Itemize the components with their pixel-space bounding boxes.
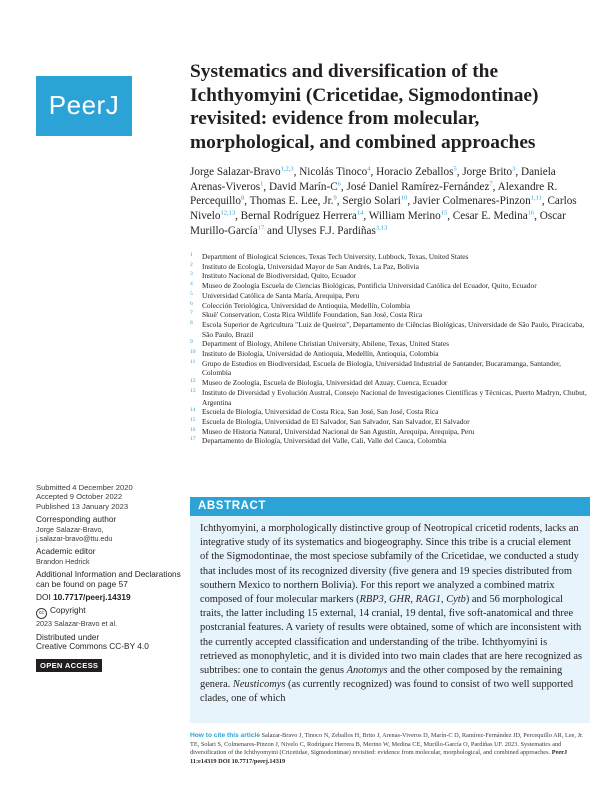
abstract-text-run: and the other composed by the remaining genera. xyxy=(200,665,563,691)
citation-journal[interactable]: PeerJ 11:e14319 DOI 10.7717/peerj.14319 xyxy=(190,749,568,765)
affiliation-text: Colección Teriológica, Universidad de Antioquia, Medellín, Colombia xyxy=(202,300,411,310)
affiliation-item xyxy=(190,349,590,359)
abstract-text-run: (as currently recognized) was found to consist of two well supported clades, one of which xyxy=(200,679,574,705)
author-affiliation-sup: 1 xyxy=(260,179,264,187)
affiliation-text: Museo de Historia Natural, Universidad Nacional de San Agustín, Arequipa, Arequipa, Peru xyxy=(202,426,475,436)
author-name: Daniela Arenas-Viveros xyxy=(190,166,556,193)
affiliation-text: Universidad Católica de Santa María, Arequipa, Peru xyxy=(202,290,360,300)
author-affiliation-sup: 14 xyxy=(356,209,364,217)
affiliation-number: 16 xyxy=(190,426,196,433)
affiliation-number: 12 xyxy=(190,378,196,385)
copyright-cc-icon: cc xyxy=(36,608,47,619)
affiliation-list xyxy=(190,252,590,446)
affiliation-number: 11 xyxy=(190,358,196,365)
affiliation-item xyxy=(190,301,590,311)
author-name: William Merino xyxy=(368,210,441,223)
affiliation-text: Instituto de Ecología, Universidad Mayor de San Andrés, La Paz, Bolivia xyxy=(202,261,419,271)
author-name: Jorge Salazar-Bravo xyxy=(190,166,281,178)
abstract-italic-term: Cytb xyxy=(446,594,466,606)
corresponding-author-block xyxy=(36,515,186,543)
affiliation-item xyxy=(190,320,590,339)
affiliation-text: Museo de Zoología, Escuela de Biología, Universidad del Azuay, Cuenca, Ecuador xyxy=(202,378,448,388)
affiliation-text: Grupo de Estudios en Biodiversidad, Escuela de Biología, Universidad Industrial de Santander, Bucaramanga, Santander, Colombia xyxy=(202,358,561,378)
abstract-italic-term: GHR xyxy=(389,594,411,606)
affiliation-number: 3 xyxy=(190,271,193,278)
author-affiliation-sup: 8 xyxy=(240,194,245,202)
academic-editor-label: Academic editor xyxy=(36,546,96,557)
author-affiliation-sup: 17 xyxy=(257,224,265,232)
author-affiliation-sup: 16 xyxy=(527,209,535,217)
author-affiliation-sup: 7 xyxy=(489,179,493,187)
copyright-block xyxy=(36,606,186,628)
affiliation-text: Escuela de Biología, Universidad de El Salvador, San Salvador, San Salvador, El Salvador xyxy=(202,416,470,426)
affiliation-text: Skuë' Conservation, Costa Rica Wildlife Foundation, San José, Costa Rica xyxy=(202,310,423,320)
author-name: Bernal Rodríguez Herrera xyxy=(240,210,357,223)
author-name: Thomas E. Lee, Jr. xyxy=(249,195,334,208)
affiliation-text: Escuela de Biología, Universidad de Costa Rica, San José, San José, Costa Rica xyxy=(202,407,439,417)
license-block xyxy=(36,633,186,652)
author-name: Javier Colmenares-Pinzon xyxy=(412,195,531,208)
author-affiliation-sup: 6 xyxy=(337,179,341,187)
affiliation-number: 7 xyxy=(190,310,193,317)
affiliation-item xyxy=(190,388,590,407)
abstract-italic-term: RBP3 xyxy=(359,594,384,606)
author-list: Jorge Salazar-Bravo$^{1,2,3}$, Nicolás Tinoco$^4$, Horacio Zeballos$^5$, Jorge Brito$^3$, Daniela Arenas-Viveros$^1$, David Marín-$C^6$, José Daniel Ramírez-Fernández$^7$, Alexandre R. Percequillo$^8$, Thomas E. Lee, Jr.$^9$, Sergio Solari$^{10}$, Javier Colmenares-Pinzon$^{1,11}$, Carlos Nivelo$^{12,13}$, Bernal Rodríguez Herrera$^{14}$, William Merino$^{15}$, Cesar E. Medina$^{16}$, Oscar Murillo-García$^{17}$ and Ulyses F.J. Pardiñas$^{3,13}$ xyxy=(190,165,577,237)
doi-link[interactable]: 10.7717/peerj.14319 xyxy=(53,592,131,603)
affiliation-number: 9 xyxy=(190,339,193,346)
author-affiliation-sup: 9 xyxy=(333,194,337,202)
abstract-text-run: Ichthyomyini, a morphologically distinctive group of Neotropical cricetid rodents, lacks an integrative study of its systematics and biogeography. Since this tribe is a crucial element of the Sigmodontinae, the most speciose subfamily of the Cricetidae, we conducted a study that includes most of its recognized diversity (five genera and 19 species distributed from southern Mexico to northern Bolivia). For this report we analyzed a combined matrix composed of four molecular markers ( xyxy=(200,523,579,606)
affiliation-text: Museo de Zoología Escuela de Ciencias Biológicas, Pontificia Universidad Católica del Ecuador, Quito, Ecuador xyxy=(202,281,537,291)
corresponding-author-email[interactable]: j.salazar-bravo@ttu.edu xyxy=(36,534,113,544)
author-affiliation-sup: 5 xyxy=(453,165,457,173)
distributed-label: Distributed under xyxy=(36,631,100,642)
author-name: Carlos Nivelo xyxy=(190,195,577,223)
affiliation-number: 2 xyxy=(190,261,193,268)
affiliation-item xyxy=(190,281,590,291)
affiliation-number: 1 xyxy=(190,252,193,258)
affiliation-number: 5 xyxy=(190,290,193,297)
affiliation-text: Instituto de Biología, Universidad de Antioquia, Medellín, Antioquia, Colombia xyxy=(202,349,439,359)
affiliation-item xyxy=(190,436,590,446)
affiliation-number: 17 xyxy=(190,436,196,443)
author-name: Cesar E. Medina xyxy=(452,210,528,223)
affiliation-item xyxy=(190,427,590,437)
affiliation-text: Departamento de Biología, Universidad del Valle, Cali, Valle del Cauca, Colombia xyxy=(202,436,447,446)
copyright-holder: 2023 Salazar-Bravo et al. xyxy=(36,619,118,629)
author-affiliation-sup: 10 xyxy=(400,194,408,202)
additional-info[interactable]: Additional Information and Declarations can be found on page 57 xyxy=(36,569,181,589)
abstract-text-run: , xyxy=(410,594,416,606)
author-name: Horacio Zeballos xyxy=(376,166,454,178)
author-name: Oscar Murillo-García xyxy=(190,210,566,237)
author-affiliation-sup: 12,13 xyxy=(220,209,236,217)
corresponding-author-name: Jorge Salazar-Bravo, xyxy=(36,524,104,534)
academic-editor-name: Brandon Hedrick xyxy=(36,556,90,566)
affiliation-text: Department of Biological Sciences, Texas Tech University, Lubbock, Texas, United States xyxy=(202,252,469,261)
affiliation-text: Escola Superior de Agricultura "Luiz de Queiroz", Departamento de Ciências Biológicas, Universidade de São Paulo, Piracicaba, São Paulo, Brazil xyxy=(202,319,585,339)
article-title: Systematics and diversification of the Ichthyomyini (Cricetidae, Sigmodontinae) revisited: evidence from molecular, morphological, and combined approaches xyxy=(190,61,539,153)
author-affiliation-sup: 1,2,3 xyxy=(280,165,294,173)
abstract-italic-term: Anotomys xyxy=(346,665,388,677)
author-affiliation-sup: 15 xyxy=(440,209,448,217)
affiliation-text: Instituto Nacional de Biodiversidad, Quito, Ecuador xyxy=(202,271,357,281)
doi-prefix: DOI xyxy=(36,592,54,603)
citation-text: Salazar-Bravo J, Tinoco N, Zeballos H, Brito J, Arenas-Viveros D, Marín-C D, Ramírez-Fernández JD, Percequillo AR, Lee, Jr. TE, Solari S, Colmenares-Pinzon J, Nivelo C, Rodríguez Herrera B, Merino W, Medina CE, Murillo-García O, Pardiñas UF. 2023. Systematics and diversification of the Ichthyomyini (Cricetidae, Sigmodontinae) revisited: evidence from molecular, morphological, and combined approaches. xyxy=(190,732,584,756)
affiliation-item xyxy=(190,271,590,281)
citation-label: How to cite this article xyxy=(190,732,260,739)
affiliation-item xyxy=(190,291,590,301)
dates-block xyxy=(36,483,186,511)
peerj-logo xyxy=(36,76,132,136)
affiliation-item xyxy=(190,310,590,320)
affiliation-text: Instituto de Diversidad y Evolución Austral, Consejo Nacional de Investigaciones Científicas y Técnicas, Puerto Madryn, Chubut, Argentina xyxy=(202,387,587,407)
submitted-date: Submitted 4 December 2020 xyxy=(36,483,133,492)
abstract-text-run: , xyxy=(383,594,390,606)
author-affiliation-sup: 1,11 xyxy=(530,194,542,202)
affiliation-item xyxy=(190,262,590,272)
accepted-date: Accepted 9 October 2022 xyxy=(36,492,123,502)
affiliation-item xyxy=(190,417,590,427)
article-sidebar xyxy=(36,483,186,672)
abstract-box xyxy=(190,497,590,723)
license-link[interactable]: Creative Commons CC-BY 4.0 xyxy=(36,641,149,652)
copyright-label: Copyright xyxy=(50,605,86,616)
published-date: Published 13 January 2023 xyxy=(36,501,129,511)
abstract-text-run: , xyxy=(440,594,447,606)
author-affiliation-sup: 3 xyxy=(512,165,516,173)
author-name: David Marín-C xyxy=(269,180,338,193)
author-affiliation-sup: 3,13 xyxy=(375,224,388,232)
citation-block xyxy=(190,732,586,766)
affiliation-item xyxy=(190,378,590,388)
author-name: Nicolás Tinoco xyxy=(299,166,368,178)
abstract-text-run: ) and 56 morphological traits, the latter including 15 external, 14 cranial, 19 dental, five soft-anatomical and three postcranial features. A variety of results were obtained, some of which are inconsistent with the currently accepted classification and understanding of the tribe. Ichthyomyini is retrieved as monophyletic, and it is divided into two main clades that are here recognized as subtribes: one to contain the genus xyxy=(200,594,583,677)
affiliation-item xyxy=(190,359,590,378)
affiliation-number: 10 xyxy=(190,349,196,356)
abstract-italic-term: RAG1 xyxy=(415,594,441,606)
author-name: Ulyses F.J. Pardiñas xyxy=(285,224,376,237)
open-access-badge: OPEN ACCESS xyxy=(36,659,102,672)
affiliation-number: 15 xyxy=(190,416,196,423)
affiliation-text: Department of Biology, Abilene Christian University, Abilene, Texas, United States xyxy=(202,339,449,349)
corresponding-author-label: Corresponding author xyxy=(36,514,117,525)
affiliation-number: 4 xyxy=(190,281,193,288)
affiliation-item xyxy=(190,407,590,417)
abstract-heading: ABSTRACT xyxy=(190,497,590,516)
author-name: Alexandre R. Percequillo xyxy=(190,180,558,208)
author-affiliation-sup: 4 xyxy=(367,165,371,173)
author-name: Sergio Solari xyxy=(342,195,401,208)
affiliation-number: 14 xyxy=(190,407,196,414)
affiliation-number: 8 xyxy=(190,319,193,326)
affiliation-item xyxy=(190,339,590,349)
affiliation-number: 13 xyxy=(190,387,196,394)
doi-line xyxy=(36,593,186,602)
affiliation-number: 6 xyxy=(190,300,193,307)
logo-text: PeerJ xyxy=(48,90,120,120)
academic-editor-block xyxy=(36,547,186,566)
author-name: José Daniel Ramírez-Fernández xyxy=(346,180,490,193)
author-name: Jorge Brito xyxy=(462,166,513,178)
abstract-text xyxy=(190,516,590,707)
affiliation-item xyxy=(190,252,590,262)
abstract-italic-term: Neusticomys xyxy=(232,679,286,691)
